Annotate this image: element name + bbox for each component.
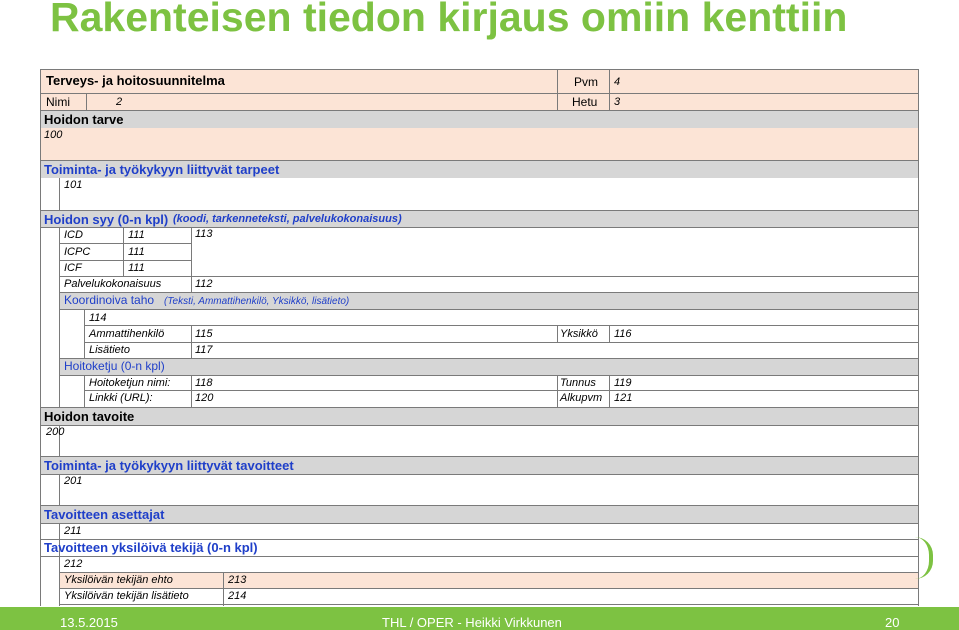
slide-title: Rakenteisen tiedon kirjaus omiin kenttiin [50, 0, 848, 40]
icpc-value[interactable]: 111 [128, 246, 145, 258]
hoidon-tavoite-header: Hoidon tavoite [41, 408, 918, 425]
alkupvm-label: Alkupvm [560, 392, 603, 404]
koordinoiva-note: (Teksti, Ammattihenkilö, Yksikkö, lisätieto) [164, 296, 350, 307]
koordinoiva-value[interactable]: 114 [89, 312, 107, 324]
koordinoiva-lisatieto-label: Lisätieto [89, 344, 130, 356]
icd-label: ICD [64, 229, 83, 241]
hoitoketju-nimi-label: Hoitoketjun nimi: [89, 377, 171, 389]
icpc-label: ICPC [64, 246, 91, 258]
koordinoiva-lisatieto-value[interactable]: 117 [195, 344, 213, 356]
tunnus-label: Tunnus [560, 377, 596, 389]
form-title: Terveys- ja hoitosuunnitelma [41, 69, 557, 93]
ehto-value[interactable]: 213 [228, 574, 247, 586]
tavoitteen-tekija-header: Tavoitteen yksilöivä tekijä (0-n kpl) [44, 540, 258, 555]
footer-date: 13.5.2015 [60, 615, 118, 630]
nimi-value[interactable]: 2 [116, 96, 123, 108]
decorative-arc [915, 537, 933, 579]
tekija-lisatieto-value[interactable]: 214 [228, 590, 247, 602]
toimintakyky-tarpeet-header: Toiminta- ja työkykyyn liittyvät tarpeet [41, 161, 918, 178]
hoitoketju-bar [60, 359, 918, 375]
icf-label: ICF [64, 262, 82, 274]
hetu-label: Hetu [572, 95, 598, 109]
hoidon-tarve-field[interactable]: 100 [41, 128, 918, 160]
hoidon-syy-header: Hoidon syy (0-n kpl) [44, 212, 169, 227]
toimintakyky-tavoitteet-field[interactable]: 201 [64, 475, 83, 487]
yksikko-value[interactable]: 116 [614, 328, 632, 340]
koordinoiva-header: Koordinoiva taho [64, 293, 155, 307]
hoidon-tavoite-field[interactable]: 200 [46, 426, 65, 438]
alkupvm-value[interactable]: 121 [614, 392, 633, 404]
yksikko-label: Yksikkö [560, 328, 598, 340]
icd-value[interactable]: 111 [128, 229, 145, 241]
linkki-value[interactable]: 120 [195, 392, 214, 404]
palvelu-label: Palvelukokonaisuus [64, 278, 162, 290]
hetu-value[interactable]: 3 [614, 96, 621, 108]
palvelu-value[interactable]: 112 [195, 278, 213, 290]
ehto-row [60, 573, 918, 588]
footer-org: THL / OPER - Heikki Virkkunen [382, 615, 562, 630]
hoidon-tarve-header: Hoidon tarve [41, 111, 918, 128]
hoitoketju-header: Hoitoketju (0-n kpl) [64, 359, 165, 373]
nimi-label: Nimi [46, 95, 70, 109]
toimintakyky-tarpeet-field[interactable]: 101 [64, 179, 83, 191]
tunnus-value[interactable]: 119 [614, 377, 632, 389]
hoitoketju-nimi-value[interactable]: 118 [195, 377, 213, 389]
care-plan-form [40, 69, 919, 606]
pvm-label: Pvm [574, 75, 598, 89]
ammatti-value[interactable]: 115 [195, 328, 213, 340]
toimintakyky-tavoitteet-header: Toiminta- ja työkykyyn liittyvät tavoitteet [41, 457, 918, 474]
ammatti-label: Ammattihenkilö [89, 328, 165, 340]
footer-page-number: 20 [885, 615, 900, 630]
ehto-label: Yksilöivän tekijän ehto [64, 574, 173, 586]
tarkenne-value[interactable]: 113 [195, 228, 213, 240]
tavoitteen-asettajat-field[interactable]: 211 [64, 525, 82, 537]
tekija-lisatieto-label: Yksilöivän tekijän lisätieto [64, 590, 189, 602]
pvm-value[interactable]: 4 [614, 76, 621, 88]
nimi-row [41, 94, 918, 110]
tavoitteen-tekija-field[interactable]: 212 [64, 558, 83, 570]
tavoitteen-asettajat-header: Tavoitteen asettajat [41, 506, 918, 523]
hoidon-syy-note: (koodi, tarkenneteksti, palvelukokonaisuus) [173, 213, 402, 225]
icf-value[interactable]: 111 [128, 262, 145, 274]
slide-footer [0, 607, 959, 630]
linkki-label: Linkki (URL): [89, 392, 153, 404]
